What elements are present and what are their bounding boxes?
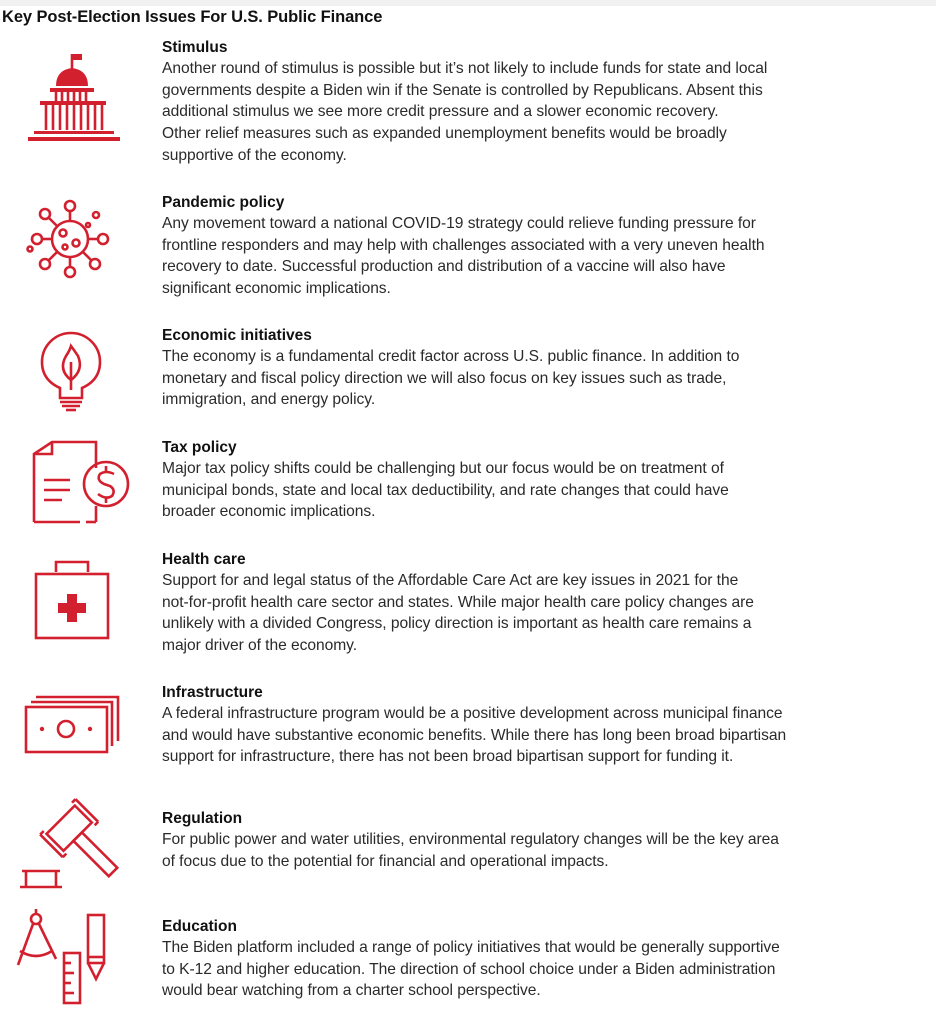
section-title: Health care: [162, 551, 246, 568]
body-line: A federal infrastructure program would be a positive development across municipal finance: [162, 705, 783, 722]
section-title: Economic initiatives: [162, 327, 312, 344]
body-line: support for infrastructure, there has not been broad bipartisan support for funding it.: [162, 748, 734, 766]
section-text: [162, 683, 932, 768]
body-line: The Biden platform included a range of policy initiatives that would be generally supportive: [162, 939, 780, 956]
top-band: [0, 0, 936, 6]
section-text: [162, 193, 932, 300]
body-line: recovery to date. Successful production and distribution of a vaccine will also have: [162, 258, 726, 276]
section-body: [162, 458, 932, 523]
body-line: unlikely with a divided Congress, policy direction is important as health care remains a: [162, 615, 752, 633]
section-text: [162, 809, 932, 872]
section-text: [162, 550, 932, 657]
section-title: Tax policy: [162, 439, 237, 456]
body-line: to K-12 and higher education. The direction of school choice under a Biden administration: [162, 960, 776, 978]
medical-kit-icon: [0, 550, 150, 660]
tax-document-dollar-icon: [0, 438, 150, 548]
section-title: Stimulus: [162, 39, 228, 56]
section-body: [162, 346, 932, 411]
body-line: frontline responders and may help with challenges associated with a very uneven health: [162, 236, 765, 254]
body-line: supportive of the economy.: [162, 146, 347, 164]
section-title: Education: [162, 918, 237, 935]
body-line: significant economic implications.: [162, 280, 391, 298]
section-body: [162, 937, 932, 1002]
body-line: Another round of stimulus is possible but it’s not likely to include funds for state and local: [162, 60, 768, 77]
section-body: [162, 570, 932, 657]
compass-ruler-pencil-icon: [0, 917, 150, 1027]
section-title: Infrastructure: [162, 684, 263, 701]
body-line: would bear watching from a charter school perspective.: [162, 982, 541, 1000]
money-bills-icon: [0, 683, 150, 793]
section-text: [162, 38, 932, 167]
section-text: [162, 438, 932, 523]
body-line: and would have substantive economic benefits. While there has long been broad bipartisan: [162, 726, 787, 744]
body-line: additional stimulus we see more credit pressure and a slower economic recovery.: [162, 103, 719, 121]
body-line: Other relief measures such as expanded unemployment benefits would be broadly: [162, 125, 727, 143]
body-line: For public power and water utilities, environmental regulatory changes will be the key area: [162, 831, 779, 848]
body-line: not-for-profit health care sector and states. While major health care policy changes are: [162, 593, 754, 611]
body-line: of focus due to the potential for financial and operational impacts.: [162, 852, 609, 870]
section-body: [162, 703, 932, 768]
section-text: [162, 326, 932, 411]
capitol-building-icon: [0, 38, 150, 148]
body-line: immigration, and energy policy.: [162, 391, 376, 409]
body-line: broader economic implications.: [162, 503, 376, 521]
virus-icon: [0, 193, 150, 303]
section-text: [162, 917, 932, 1002]
section-title: Regulation: [162, 810, 243, 827]
section-body: [162, 213, 932, 300]
section-title: Pandemic policy: [162, 194, 285, 211]
section-body: [162, 829, 932, 872]
body-line: major driver of the economy.: [162, 637, 358, 655]
section-body: [162, 58, 932, 167]
body-line: governments despite a Biden win if the Senate is controlled by Republicans. Absent this: [162, 81, 763, 99]
body-line: The economy is a fundamental credit factor across U.S. public finance. In addition to: [162, 348, 740, 365]
body-line: municipal bonds, state and local tax deductibility, and rate changes that could have: [162, 481, 729, 499]
body-line: Major tax policy shifts could be challenging but our focus would be on treatment of: [162, 460, 724, 477]
body-line: Support for and legal status of the Affordable Care Act are key issues in 2021 for the: [162, 572, 739, 589]
lightbulb-leaf-icon: [0, 326, 150, 436]
page-title: Key Post-Election Issues For U.S. Public Finance: [2, 8, 383, 26]
body-line: Any movement toward a national COVID-19 strategy could relieve funding pressure for: [162, 215, 756, 232]
body-line: monetary and fiscal policy direction we will also focus on key issues such as trade,: [162, 369, 727, 387]
